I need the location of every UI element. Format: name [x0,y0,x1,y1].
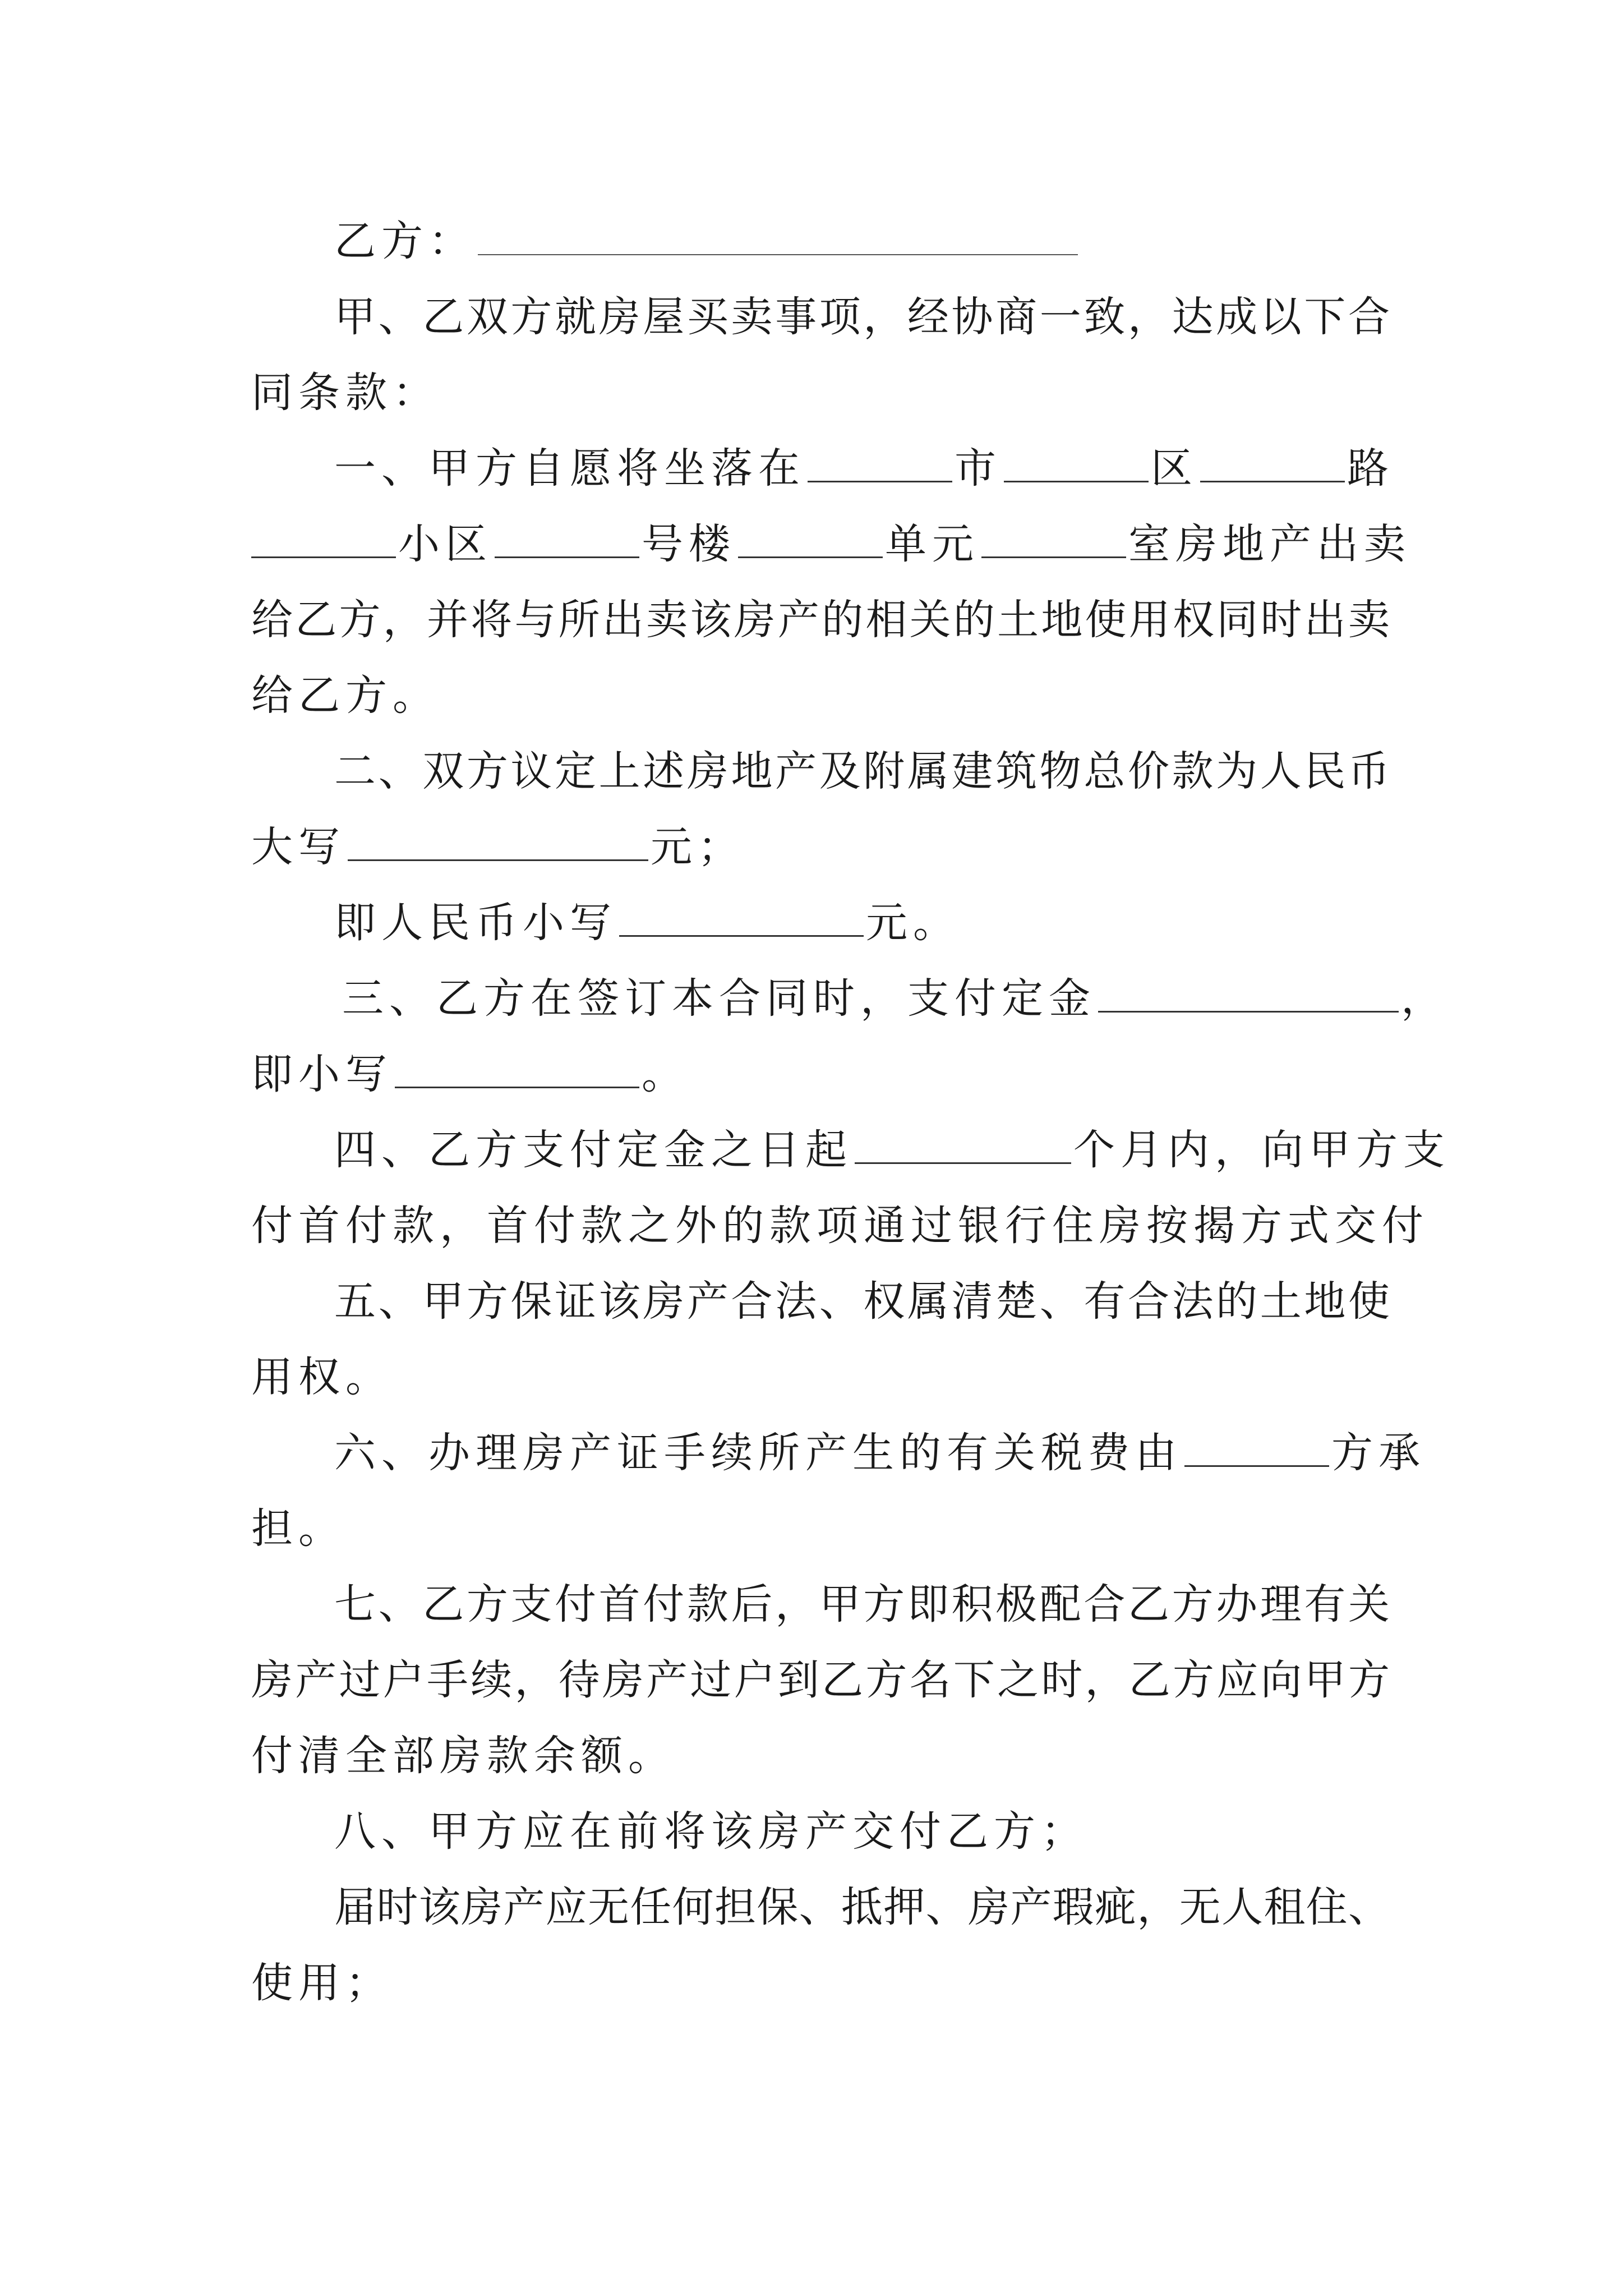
clause-7-line-2: 房产过户手续，待房产过户到乙方名下之时，乙方应向甲方 [251,1656,1390,1704]
clause-6-line-1 [334,1425,1426,1481]
clause-4-line-2: 付首付款，首付款之外的款项通过银行住房按揭方式交付 [251,1202,1429,1250]
road-label: 路 [1347,444,1394,493]
road-blank[interactable] [1200,446,1345,482]
months-suffix: 个月内，向甲方支 [1073,1126,1450,1174]
months-blank[interactable] [855,1128,1071,1164]
tax-suffix: 方承 [1331,1429,1426,1477]
clause-8-line-2: 届时该房产应无任何担保、抵押、房产瑕疵，无人租住、 [334,1883,1390,1931]
unit-blank[interactable] [738,522,883,558]
clause-6-line-2: 担。 [251,1504,345,1553]
deposit-figures-blank[interactable] [395,1052,639,1088]
deposit-figures-end: 。 [642,1050,689,1098]
party-b-line [334,213,1080,269]
clause-1-text: 一、甲方自愿将坐落在 [334,444,805,493]
clause-5-line-2: 用权。 [251,1353,393,1401]
intro-line-2: 同条款： [251,369,440,417]
party-b-blank[interactable] [478,219,1078,255]
deposit-figures-label: 即小写 [251,1050,393,1098]
clause-2-line-2 [251,819,745,875]
tax-party-blank[interactable] [1184,1430,1329,1467]
community-label: 小区 [398,520,492,568]
deposit-comma: ， [1401,974,1448,1023]
party-b-label: 乙方： [334,217,476,265]
clause-4-line-1 [334,1122,1450,1178]
amount-words-blank[interactable] [348,825,648,861]
clause-8-line-3: 使用； [251,1959,393,2007]
deposit-blank[interactable] [1098,976,1399,1013]
city-label: 市 [955,444,1002,493]
room-label: 室房地产出卖 [1128,520,1411,568]
deposit-label: 三、乙方在签订本合同时，支付定金 [342,974,1096,1023]
clause-1-line-3: 给乙方，并将与所出卖该房产的相关的土地使用权同时出卖 [251,596,1390,644]
tax-label: 六、办理房产证手续所产生的有关税费由 [334,1429,1182,1477]
clause-7-line-3: 付清全部房款余额。 [251,1732,675,1780]
amount-words-unit: 元； [651,823,745,871]
clause-3-line-1 [342,970,1448,1027]
intro-line-1: 甲、乙双方就房屋买卖事项，经协商一致，达成以下合 [334,293,1390,341]
community-blank[interactable] [251,522,396,558]
clause-2-line-3 [334,895,960,951]
clause-1-line-1 [334,440,1394,496]
amount-figures-label: 即人民币小写 [334,899,617,947]
room-blank[interactable] [981,522,1126,558]
district-blank[interactable] [1004,446,1149,482]
clause-7-line-1: 七、乙方支付首付款后，甲方即积极配合乙方办理有关 [334,1580,1390,1628]
clause-8-line-1: 八、甲方应在前将该房产交付乙方； [334,1807,1088,1856]
amount-words-label: 大写 [251,823,345,871]
clause-2-line-1: 二、双方议定上述房地产及附属建筑物总价款为人民币 [334,747,1390,795]
clause-5-line-1: 五、甲方保证该房产合法、权属清楚、有合法的土地使 [334,1277,1390,1326]
city-blank[interactable] [808,446,952,482]
clause-1-line-4: 给乙方。 [251,671,440,720]
building-label: 号楼 [642,520,736,568]
unit-label: 单元 [885,520,979,568]
clause-3-line-2 [251,1046,689,1102]
building-blank[interactable] [495,522,639,558]
amount-figures-blank[interactable] [619,900,864,937]
district-label: 区 [1151,444,1198,493]
months-label: 四、乙方支付定金之日起 [334,1126,852,1174]
clause-1-line-2 [251,516,1411,572]
amount-figures-unit: 元。 [866,899,960,947]
